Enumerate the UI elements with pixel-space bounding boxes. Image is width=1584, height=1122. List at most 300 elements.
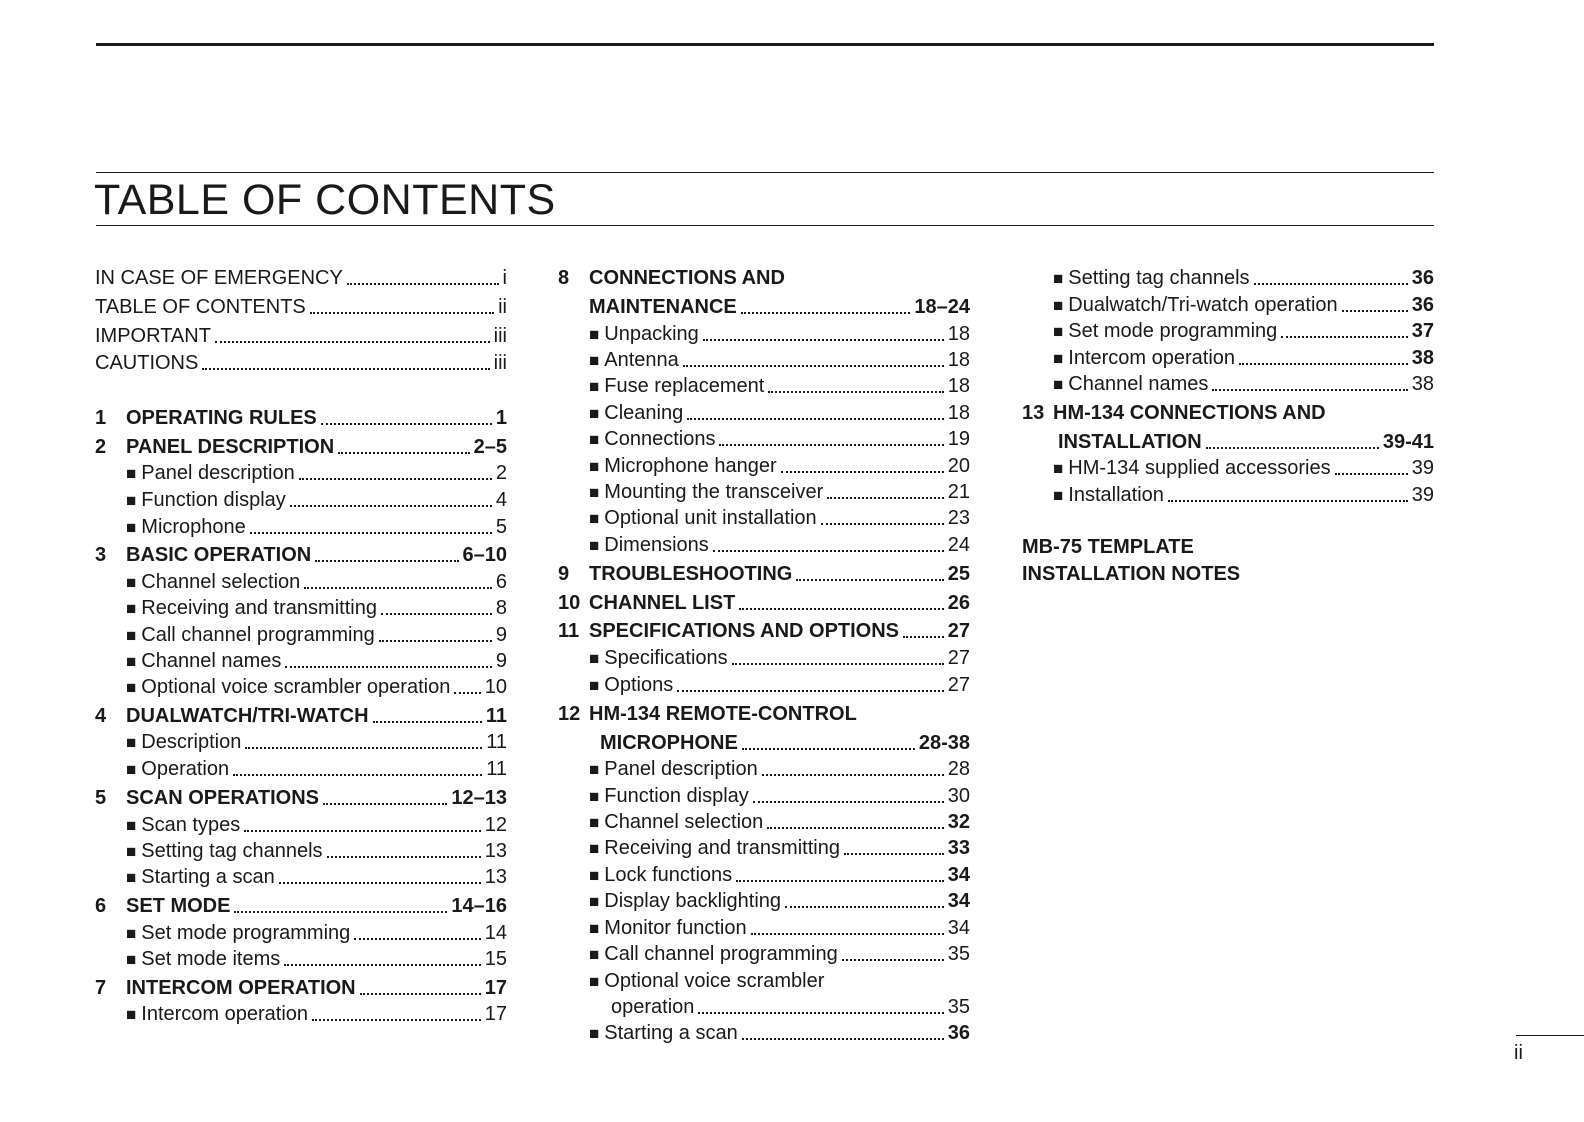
dot-leader [360, 993, 481, 995]
toc-entry-page: 11 [486, 758, 507, 780]
toc-entry-page: 39-41 [1382, 431, 1434, 453]
toc-entry-page: 37 [1411, 320, 1434, 342]
toc-entry-panel-description[interactable] [95, 434, 507, 460]
toc-entry-cautions[interactable] [95, 350, 507, 376]
toc-entry-intercom-operation[interactable] [1022, 345, 1434, 371]
toc-entry-page: 11 [485, 705, 507, 727]
toc-entry-label: Function display [141, 489, 286, 511]
bullet-square-icon: ■ [589, 536, 600, 555]
toc-entry-page: 10 [484, 676, 507, 698]
dot-leader [719, 444, 943, 446]
toc-entry-label: Lock functions [604, 864, 733, 886]
dot-leader [284, 964, 481, 966]
toc-entry-label: TABLE OF CONTENTS [95, 296, 306, 318]
bullet-square-icon: ■ [126, 950, 137, 969]
toc-entry-connections-and[interactable] [558, 265, 970, 291]
dot-leader [762, 774, 944, 776]
bullet-square-icon: ■ [126, 868, 137, 887]
toc-entry-page: 9 [495, 624, 507, 646]
toc-entry-page: 23 [947, 507, 970, 529]
dot-leader [742, 1038, 944, 1040]
toc-entry-operating-rules[interactable] [95, 405, 507, 431]
toc-entry-scan-types[interactable] [95, 812, 507, 838]
toc-entry-label: Unpacking [604, 323, 699, 345]
toc-section-number: 3 [95, 544, 107, 566]
dot-leader [315, 560, 458, 562]
dot-leader [796, 579, 943, 581]
toc-entry-hm-134-remote-control[interactable] [558, 701, 970, 727]
toc-entry-starting-a-scan[interactable] [558, 1020, 970, 1046]
toc-entry-label: INTERCOM OPERATION [126, 977, 356, 999]
toc-entry-label: MICROPHONE [600, 732, 738, 754]
toc-entry-page: 20 [947, 455, 970, 477]
bullet-square-icon: ■ [589, 866, 600, 885]
bullet-square-icon: ■ [589, 972, 600, 991]
toc-entry-page: 6 [495, 571, 507, 593]
toc-entry-label: Channel names [1068, 373, 1209, 395]
toc-section-number: 6 [95, 895, 107, 917]
toc-entry-label: OPERATING RULES [126, 407, 317, 429]
title-rule-bottom [96, 225, 1434, 226]
toc-entry-label: Optional voice scrambler [604, 970, 825, 992]
toc-entry-unpacking[interactable] [558, 321, 970, 347]
toc-entry-page: 19 [947, 428, 970, 450]
toc-entry-label: Panel description [604, 758, 758, 780]
toc-entry-page: 32 [947, 811, 970, 833]
toc-entry-label: Panel description [141, 462, 295, 484]
toc-entry-page: 14 [484, 922, 507, 944]
dot-leader [1212, 389, 1407, 391]
toc-entry-page: 34 [947, 864, 970, 886]
toc-entry-label: Optional unit installation [604, 507, 817, 529]
bullet-square-icon: ■ [589, 892, 600, 911]
bullet-square-icon: ■ [126, 1005, 137, 1024]
toc-entry-label: Options [604, 674, 674, 696]
bullet-square-icon: ■ [126, 626, 137, 645]
toc-entry-label: Description [141, 731, 242, 753]
toc-entry-receiving-and-transmitting[interactable] [558, 835, 970, 861]
bullet-square-icon: ■ [589, 325, 600, 344]
toc-entry-troubleshooting[interactable] [558, 561, 970, 587]
toc-entry-setting-tag-channels[interactable] [1022, 265, 1434, 291]
toc-entry-page: 17 [484, 977, 507, 999]
bullet-square-icon: ■ [589, 351, 600, 370]
toc-entry-in-case-of-emergency[interactable] [95, 265, 507, 291]
toc-entry-label: Microphone hanger [604, 455, 777, 477]
dot-leader [290, 505, 492, 507]
toc-entry-microphone-hanger[interactable] [558, 453, 970, 479]
bullet-square-icon: ■ [589, 813, 600, 832]
toc-entry-page: 2–5 [473, 436, 507, 458]
toc-entry-mounting-the-transceiver[interactable] [558, 479, 970, 505]
bullet-square-icon: ■ [1053, 459, 1064, 478]
bullet-square-icon: ■ [589, 787, 600, 806]
dot-leader [327, 856, 481, 858]
toc-entry-microphone[interactable] [95, 514, 507, 540]
toc-entry-installation[interactable] [1022, 429, 1434, 455]
bullet-square-icon: ■ [589, 483, 600, 502]
toc-entry-specifications-and-options[interactable] [558, 618, 970, 644]
bullet-square-icon: ■ [126, 733, 137, 752]
toc-entry-label: Connections [604, 428, 716, 450]
toc-entry-page: 18 [947, 375, 970, 397]
toc-entry-channel-names[interactable] [95, 648, 507, 674]
toc-entry-page: 33 [947, 837, 970, 859]
toc-entry-label: Dualwatch/Tri-watch operation [1068, 294, 1338, 316]
toc-entry-label: SPECIFICATIONS AND OPTIONS [589, 620, 900, 642]
toc-entry-label: Display backlighting [604, 890, 782, 912]
dot-leader [742, 748, 915, 750]
toc-entry-label: Antenna [604, 349, 679, 371]
toc-entry-page: 5 [495, 516, 507, 538]
toc-entry-page: 28-38 [918, 732, 970, 754]
toc-entry-label: Call channel programming [141, 624, 375, 646]
toc-entry-label: Specifications [604, 647, 728, 669]
toc-entry-label: SCAN OPERATIONS [126, 787, 319, 809]
dot-leader [683, 365, 944, 367]
toc-entry-label: Set mode items [141, 948, 281, 970]
toc-section-number: 10 [558, 592, 581, 614]
bullet-square-icon: ■ [589, 404, 600, 423]
dot-leader [768, 391, 943, 393]
toc-entry-specifications[interactable] [558, 645, 970, 671]
page-title: TABLE OF CONTENTS [94, 176, 556, 224]
toc-entry-page: 34 [947, 890, 970, 912]
toc-entry-label: Scan types [141, 814, 241, 836]
bullet-square-icon: ■ [589, 509, 600, 528]
toc-entry-set-mode-programming[interactable] [95, 920, 507, 946]
toc-entry-set-mode[interactable] [95, 893, 507, 919]
toc-entry-label: Channel names [141, 650, 282, 672]
toc-entry-description[interactable] [95, 729, 507, 755]
toc-entry-display-backlighting[interactable] [558, 888, 970, 914]
toc-entry-maintenance[interactable] [558, 294, 970, 320]
dot-leader [310, 312, 494, 314]
dot-leader [312, 1019, 481, 1021]
toc-entry-connections[interactable] [558, 426, 970, 452]
toc-entry-setting-tag-channels[interactable] [95, 838, 507, 864]
toc-entry-label: PANEL DESCRIPTION [126, 436, 335, 458]
toc-entry-page: ii [498, 296, 507, 318]
toc-entry-page: iii [493, 325, 507, 347]
dot-leader [1281, 336, 1407, 338]
bullet-square-icon: ■ [126, 816, 137, 835]
toc-entry-page: 13 [484, 840, 507, 862]
dot-leader [381, 613, 492, 615]
toc-entry-intercom-operation[interactable] [95, 1001, 507, 1027]
bullet-square-icon: ■ [126, 678, 137, 697]
toc-entry-page: 11 [486, 731, 507, 753]
toc-entry-call-channel-programming[interactable] [95, 622, 507, 648]
toc-entry-label: Channel selection [141, 571, 301, 593]
toc-entry-page: 38 [1411, 373, 1434, 395]
title-rule-top [96, 172, 1434, 173]
bullet-square-icon: ■ [1053, 296, 1064, 315]
toc-entry-page: 36 [947, 1022, 970, 1044]
toc-entry-page: 9 [495, 650, 507, 672]
toc-entry-operation[interactable] [558, 994, 970, 1020]
toc-section-number: 12 [558, 703, 581, 725]
toc-entry-lock-functions[interactable] [558, 862, 970, 888]
toc-entry-function-display[interactable] [95, 487, 507, 513]
toc-entry-label: Set mode programming [141, 922, 351, 944]
toc-entry-page: 28 [947, 758, 970, 780]
bullet-square-icon: ■ [1053, 375, 1064, 394]
dot-leader [454, 692, 480, 694]
toc-entry-channel-selection[interactable] [95, 569, 507, 595]
bullet-square-icon: ■ [589, 1024, 600, 1043]
toc-entry-installation-notes[interactable] [1022, 561, 1434, 587]
toc-entry-label: CHANNEL LIST [589, 592, 736, 614]
dot-leader [1168, 500, 1408, 502]
toc-entry-page: 39 [1411, 457, 1434, 479]
toc-entry-page: 18–24 [914, 296, 970, 318]
bullet-square-icon: ■ [126, 491, 137, 510]
dot-leader [379, 640, 492, 642]
dot-leader [1254, 283, 1408, 285]
toc-entry-options[interactable] [558, 672, 970, 698]
toc-entry-label: IN CASE OF EMERGENCY [95, 267, 343, 289]
toc-entry-starting-a-scan[interactable] [95, 864, 507, 890]
toc-section-number: 11 [558, 620, 580, 642]
toc-entry-set-mode-items[interactable] [95, 946, 507, 972]
dot-leader [1342, 310, 1408, 312]
toc-entry-page: 35 [947, 943, 970, 965]
bullet-square-icon: ■ [126, 924, 137, 943]
toc-entry-set-mode-programming[interactable] [1022, 318, 1434, 344]
page-number: ii [1514, 1042, 1523, 1064]
page-number-rule [1516, 1035, 1584, 1036]
dot-leader [741, 312, 911, 314]
dot-leader [1335, 473, 1408, 475]
toc-entry-page: 6–10 [462, 544, 507, 566]
dot-leader [767, 827, 943, 829]
bullet-square-icon: ■ [1053, 322, 1064, 341]
toc-entry-channel-names[interactable] [1022, 371, 1434, 397]
dot-leader [821, 523, 944, 525]
toc-entry-label: Function display [604, 785, 749, 807]
toc-entry-label: Receiving and transmitting [604, 837, 840, 859]
toc-entry-fuse-replacement[interactable] [558, 373, 970, 399]
bullet-square-icon: ■ [589, 457, 600, 476]
bullet-square-icon: ■ [589, 839, 600, 858]
toc-entry-function-display[interactable] [558, 783, 970, 809]
toc-entry-page: 21 [947, 481, 970, 503]
toc-entry-label: Starting a scan [604, 1022, 738, 1044]
dot-leader [279, 882, 481, 884]
top-rule [96, 43, 1434, 46]
bullet-square-icon: ■ [126, 599, 137, 618]
dot-leader [732, 663, 944, 665]
dot-leader [677, 690, 944, 692]
toc-entry-page: 26 [947, 592, 970, 614]
dot-leader [903, 636, 944, 638]
dot-leader [373, 721, 482, 723]
toc-entry-label: Mounting the transceiver [604, 481, 824, 503]
dot-leader [751, 933, 944, 935]
bullet-square-icon: ■ [589, 649, 600, 668]
toc-entry-label: Monitor function [604, 917, 747, 939]
toc-entry-panel-description[interactable] [95, 460, 507, 486]
dot-leader [245, 747, 482, 749]
toc-entry-page: 27 [947, 647, 970, 669]
toc-entry-page: 4 [495, 489, 507, 511]
toc-entry-hm-134-supplied-accessories[interactable] [1022, 455, 1434, 481]
toc-section-number: 4 [95, 705, 107, 727]
bullet-square-icon: ■ [126, 573, 137, 592]
toc-entry-page: 2 [495, 462, 507, 484]
toc-entry-label: Set mode programming [1068, 320, 1278, 342]
dot-leader [698, 1012, 943, 1014]
bullet-square-icon: ■ [589, 945, 600, 964]
bullet-square-icon: ■ [589, 676, 600, 695]
dot-leader [827, 497, 943, 499]
toc-entry-label: SET MODE [126, 895, 231, 917]
toc-entry-page: 18 [947, 349, 970, 371]
toc-entry-page: 27 [947, 620, 970, 642]
toc-entry-page: 18 [947, 323, 970, 345]
toc-entry-label: INSTALLATION NOTES [1022, 563, 1241, 585]
bullet-square-icon: ■ [126, 652, 137, 671]
toc-entry-table-of-contents[interactable] [95, 294, 507, 320]
toc-entry-page: 14–16 [451, 895, 507, 917]
toc-section-number: 13 [1022, 402, 1045, 424]
dot-leader [736, 880, 944, 882]
bullet-square-icon: ■ [589, 430, 600, 449]
toc-entry-antenna[interactable] [558, 347, 970, 373]
dot-leader [202, 368, 489, 370]
toc-entry-page: 25 [947, 563, 970, 585]
bullet-square-icon: ■ [126, 464, 137, 483]
toc-entry-dimensions[interactable] [558, 532, 970, 558]
toc-entry-label: Call channel programming [604, 943, 838, 965]
toc-entry-channel-list[interactable] [558, 590, 970, 616]
toc-entry-label: CAUTIONS [95, 352, 199, 374]
dot-leader [844, 853, 944, 855]
toc-entry-label: Intercom operation [141, 1003, 309, 1025]
toc-entry-page: 35 [947, 996, 970, 1018]
dot-leader [304, 587, 492, 589]
toc-entry-label: Intercom operation [1068, 347, 1236, 369]
toc-section-number: 8 [558, 267, 570, 289]
toc-entry-page: 30 [947, 785, 970, 807]
dot-leader [713, 550, 944, 552]
toc-entry-page: 34 [947, 917, 970, 939]
toc-entry-label: Dimensions [604, 534, 709, 556]
toc-entry-label: Receiving and transmitting [141, 597, 377, 619]
toc-entry-mb-75-template[interactable] [1022, 534, 1434, 560]
toc-entry-microphone[interactable] [558, 730, 970, 756]
toc-entry-label: Starting a scan [141, 866, 275, 888]
toc-entry-hm-134-connections-and[interactable] [1022, 400, 1434, 426]
toc-entry-label: Fuse replacement [604, 375, 765, 397]
toc-entry-label: IMPORTANT [95, 325, 211, 347]
toc-entry-basic-operation[interactable] [95, 542, 507, 568]
toc-entry-operation[interactable] [95, 756, 507, 782]
toc-entry-page: 8 [495, 597, 507, 619]
dot-leader [785, 906, 944, 908]
toc-entry-installation[interactable] [1022, 482, 1434, 508]
bullet-square-icon: ■ [1053, 349, 1064, 368]
toc-entry-label: Cleaning [604, 402, 684, 424]
toc-entry-optional-unit-installation[interactable] [558, 505, 970, 531]
toc-entry-page: 17 [484, 1003, 507, 1025]
toc-entry-page: 24 [947, 534, 970, 556]
bullet-square-icon: ■ [589, 919, 600, 938]
toc-entry-page: iii [493, 352, 507, 374]
dot-leader [244, 830, 481, 832]
toc-entry-call-channel-programming[interactable] [558, 941, 970, 967]
toc-entry-channel-selection[interactable] [558, 809, 970, 835]
toc-entry-monitor-function[interactable] [558, 915, 970, 941]
toc-entry-label: Microphone [141, 516, 246, 538]
toc-entry-label: CONNECTIONS AND [589, 267, 785, 289]
dot-leader [739, 608, 943, 610]
toc-entry-page: i [502, 267, 507, 289]
toc-entry-page: 18 [947, 402, 970, 424]
dot-leader [215, 341, 490, 343]
toc-entry-cleaning[interactable] [558, 400, 970, 426]
toc-entry-label: DUALWATCH/TRI-WATCH [126, 705, 369, 727]
toc-entry-dualwatch-tri-watch[interactable] [95, 703, 507, 729]
toc-entry-page: 38 [1411, 347, 1434, 369]
toc-section-number: 7 [95, 977, 107, 999]
toc-entry-label: MB-75 TEMPLATE [1022, 536, 1194, 558]
toc-entry-page: 12 [484, 814, 507, 836]
dot-leader [347, 283, 499, 285]
toc-entry-page: 13 [484, 866, 507, 888]
toc-entry-label: MAINTENANCE [589, 296, 737, 318]
toc-entry-label: operation [611, 996, 695, 1018]
toc-entry-panel-description[interactable] [558, 756, 970, 782]
toc-entry-page: 36 [1411, 294, 1434, 316]
dot-leader [234, 911, 447, 913]
bullet-square-icon: ■ [126, 518, 137, 537]
toc-entry-optional-voice-scrambler[interactable] [558, 968, 970, 994]
toc-section-number: 2 [95, 436, 107, 458]
dot-leader [285, 666, 492, 668]
toc-entry-label: Channel selection [604, 811, 764, 833]
toc-entry-scan-operations[interactable] [95, 785, 507, 811]
bullet-square-icon: ■ [589, 377, 600, 396]
toc-entry-important[interactable] [95, 323, 507, 349]
toc-entry-receiving-and-transmitting[interactable] [95, 595, 507, 621]
toc-entry-optional-voice-scrambler-operation[interactable] [95, 674, 507, 700]
dot-leader [753, 801, 944, 803]
dot-leader [321, 423, 492, 425]
toc-section-number: 9 [558, 563, 570, 585]
toc-entry-page: 1 [495, 407, 507, 429]
toc-entry-label: Installation [1068, 484, 1164, 506]
dot-leader [1239, 363, 1408, 365]
toc-entry-page: 39 [1411, 484, 1434, 506]
dot-leader [233, 774, 482, 776]
dot-leader [338, 452, 469, 454]
dot-leader [299, 478, 492, 480]
toc-entry-label: Optional voice scrambler operation [141, 676, 451, 698]
toc-entry-label: HM-134 supplied accessories [1068, 457, 1331, 479]
dot-leader [323, 803, 447, 805]
toc-entry-intercom-operation[interactable] [95, 975, 507, 1001]
toc-entry-page: 36 [1411, 267, 1434, 289]
dot-leader [354, 938, 480, 940]
toc-entry-page: 27 [947, 674, 970, 696]
toc-section-number: 1 [95, 407, 107, 429]
dot-leader [703, 339, 944, 341]
bullet-square-icon: ■ [1053, 486, 1064, 505]
toc-entry-label: BASIC OPERATION [126, 544, 312, 566]
toc-entry-dualwatch-tri-watch-operation[interactable] [1022, 292, 1434, 318]
